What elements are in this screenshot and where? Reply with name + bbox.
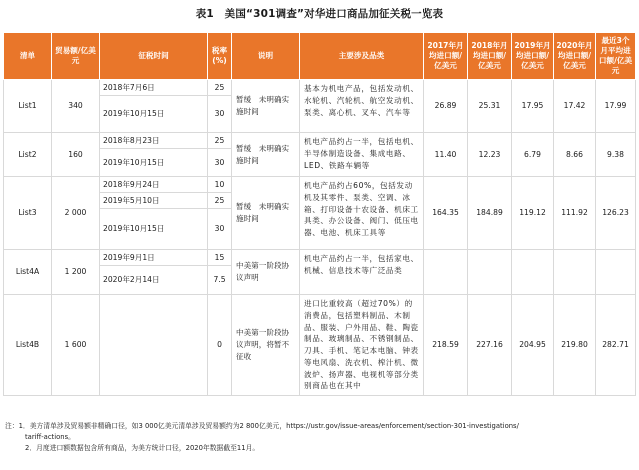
tax-time: 2019年5月10日	[100, 193, 208, 209]
tax-rate: 10	[208, 177, 232, 193]
table-row	[4, 133, 636, 149]
col-list: 清单	[4, 33, 52, 80]
product-cell: 基本为机电产品，包括发动机、水轮机、汽轮机、航空发动机、泵类、离心机、叉车、汽车等	[300, 80, 424, 133]
tax-rate: 30	[208, 96, 232, 133]
value-recent: 282.71	[596, 295, 636, 396]
table-row	[4, 177, 636, 193]
value-2018: 12.23	[468, 133, 512, 177]
value-2020	[554, 250, 596, 295]
trade-value: 340	[52, 80, 100, 133]
value-recent: 9.38	[596, 133, 636, 177]
value-2019: 17.95	[512, 80, 554, 133]
footnote-1-cont: tariff-actions。	[25, 432, 75, 441]
list-name: List4B	[4, 295, 52, 396]
footnotes	[5, 421, 635, 454]
note-cell: 暂缓 未明确实施时间	[232, 133, 300, 177]
tax-time: 2018年8月23日	[100, 133, 208, 149]
col-time: 征税时间	[100, 33, 208, 80]
tax-time: 2020年2月14日	[100, 266, 208, 295]
trade-value: 1 600	[52, 295, 100, 396]
table-row	[4, 295, 636, 396]
value-2019	[512, 250, 554, 295]
tax-rate: 25	[208, 133, 232, 149]
tax-time	[100, 295, 208, 396]
col-product: 主要涉及品类	[300, 33, 424, 80]
value-2018	[468, 250, 512, 295]
note-cell: 暂缓 未明确实施时间	[232, 80, 300, 133]
tax-rate: 30	[208, 149, 232, 177]
value-2017: 26.89	[424, 80, 468, 133]
col-trade: 贸易额/亿美元	[52, 33, 100, 80]
product-cell: 进口比重较高（超过70%）的消费品，包括塑料制品、木制品、服装、户外用品、鞋、陶瓷制品、玻璃制品、不锈钢制品、刀具、手机、笔记本电脑、钟表等电风扇、洗衣机、榨汁机、微波炉、扬声器、电视机等部分类别商品也在其中	[300, 295, 424, 396]
col-2020: 2020年月均进口额/亿美元	[554, 33, 596, 80]
col-rate: 税率(%)	[208, 33, 232, 80]
value-2020: 111.92	[554, 177, 596, 250]
value-2017: 218.59	[424, 295, 468, 396]
header-row	[4, 33, 636, 80]
col-2019: 2019年月均进口额/亿美元	[512, 33, 554, 80]
product-cell: 机电产品约占一半，包括电机、半导体制造设备、集成电路、LED、铁路车辆等	[300, 133, 424, 177]
footnote-1: 注：1．美方清单涉及贸易额非精确口径，如3 000亿美元清单涉及贸易额约为2 800亿美元，https://ustr.gov/issue-areas/enforcement/section-301-investigations/	[5, 422, 519, 430]
tax-time: 2019年9月1日	[100, 250, 208, 266]
value-2019: 119.12	[512, 177, 554, 250]
value-2017	[424, 250, 468, 295]
table-title: 表1 美国“301调查”对华进口商品加征关税一览表	[195, 8, 444, 20]
value-recent: 126.23	[596, 177, 636, 250]
col-2018: 2018年月均进口额/亿美元	[468, 33, 512, 80]
note-cell: 中美第一阶段协议声明	[232, 250, 300, 295]
value-recent: 17.99	[596, 80, 636, 133]
tax-rate: 15	[208, 250, 232, 266]
tax-rate: 25	[208, 193, 232, 209]
tax-time: 2018年9月24日	[100, 177, 208, 193]
product-cell: 机电产品约占60%，包括发动机及其零件、泵类、空调、冰箱、打印设备十农设备、机床工具类、办公设备、阀门、低压电器、电池、机床工具等	[300, 177, 424, 250]
product-cell: 机电产品约占一半，包括家电、机械、信息技术等广泛品类	[300, 250, 424, 295]
value-2019: 204.95	[512, 295, 554, 396]
tax-rate: 25	[208, 80, 232, 96]
col-2017: 2017年月均进口额/亿美元	[424, 33, 468, 80]
footnote-2: 2．月度进口额数据包含所有商品，为美方统计口径，2020年数据截至11月。	[25, 443, 260, 452]
table-row	[4, 250, 636, 266]
tax-time: 2019年10月15日	[100, 209, 208, 250]
tax-time: 2019年10月15日	[100, 149, 208, 177]
table-row	[4, 80, 636, 96]
trade-value: 1 200	[52, 250, 100, 295]
list-name: List4A	[4, 250, 52, 295]
trade-value: 2 000	[52, 177, 100, 250]
trade-value: 160	[52, 133, 100, 177]
value-2020: 17.42	[554, 80, 596, 133]
value-2019: 6.79	[512, 133, 554, 177]
col-note: 说明	[232, 33, 300, 80]
list-name: List2	[4, 133, 52, 177]
tax-rate: 7.5	[208, 266, 232, 295]
value-2017: 164.35	[424, 177, 468, 250]
value-2020: 219.80	[554, 295, 596, 396]
value-2017: 11.40	[424, 133, 468, 177]
value-2018: 184.89	[468, 177, 512, 250]
list-name: List3	[4, 177, 52, 250]
list-name: List1	[4, 80, 52, 133]
tax-rate: 0	[208, 295, 232, 396]
value-2020: 8.66	[554, 133, 596, 177]
col-recent: 最近3个月平均进口额/亿美元	[596, 33, 636, 80]
note-cell: 中美第一阶段协议声明，将暂不征收	[232, 295, 300, 396]
tax-rate: 30	[208, 209, 232, 250]
tariff-table	[3, 32, 636, 396]
value-recent	[596, 250, 636, 295]
note-cell: 暂缓 未明确实施时间	[232, 177, 300, 250]
tax-time: 2019年10月15日	[100, 96, 208, 133]
value-2018: 25.31	[468, 80, 512, 133]
value-2018: 227.16	[468, 295, 512, 396]
tax-time: 2018年7月6日	[100, 80, 208, 96]
